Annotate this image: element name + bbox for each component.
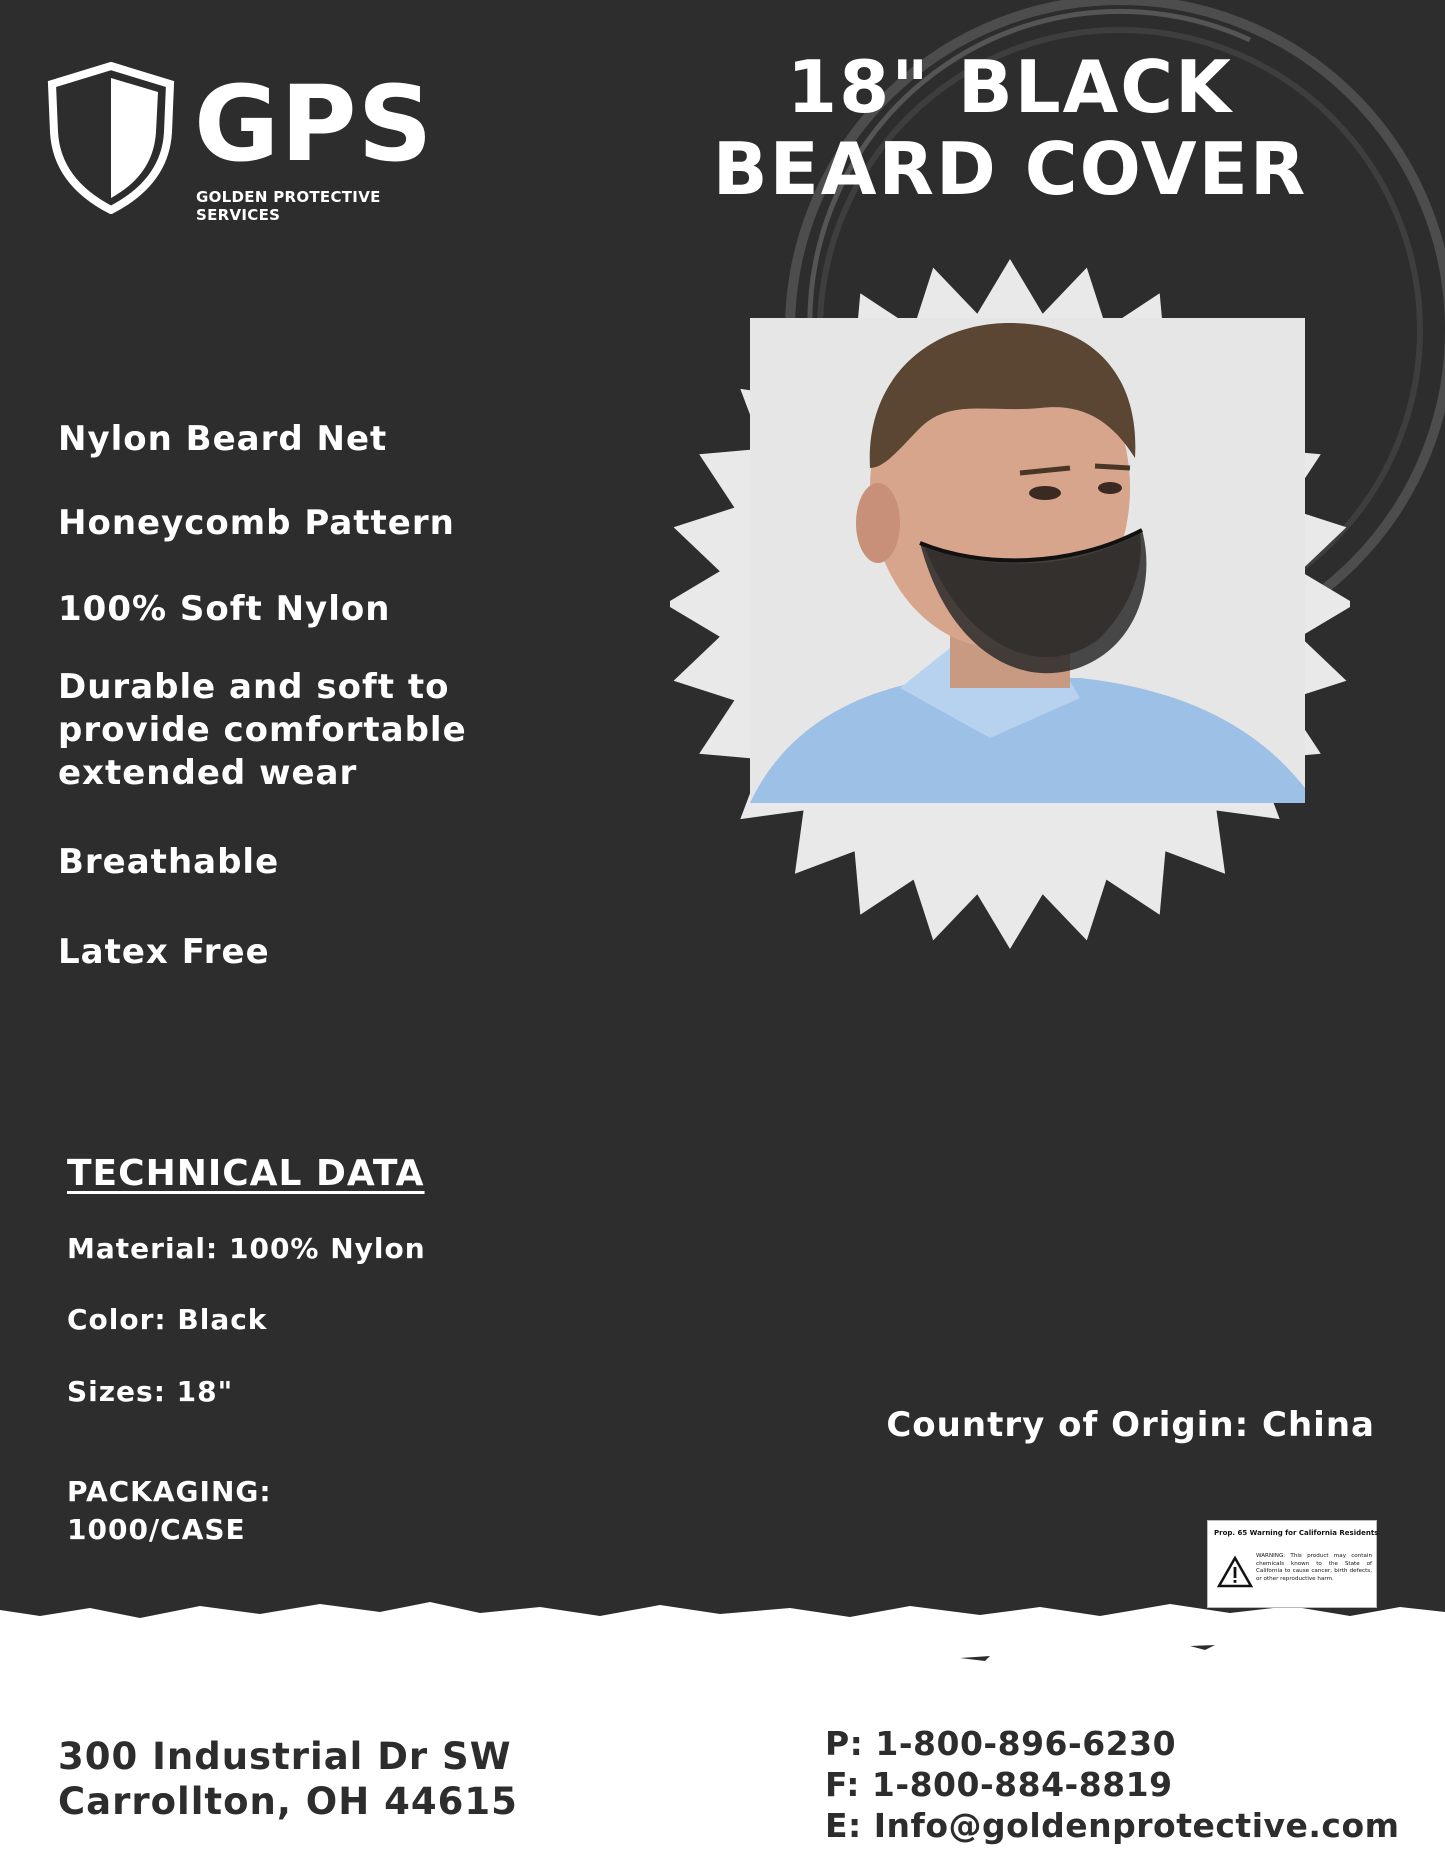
address-line-1: 300 Industrial Dr SW (58, 1735, 512, 1778)
feature-item: Breathable (58, 842, 280, 882)
torn-paper-edge (0, 1598, 1445, 1688)
tech-sizes: Sizes: 18" (67, 1375, 234, 1408)
feature-item: Latex Free (58, 932, 270, 972)
feature-item: Durable and soft to provide comfortable extended wear (58, 667, 467, 793)
fax-number: F: 1-800-884-8819 (825, 1765, 1173, 1804)
shield-icon (46, 62, 176, 214)
prop65-warning-label (1207, 1520, 1377, 1608)
feature-item: Honeycomb Pattern (58, 503, 455, 543)
technical-data-heading: TECHNICAL DATA (67, 1153, 425, 1194)
prop65-body: WARNING: This product may contain chemicals known to the State of California to cause cancer, birth defects, or other reproductive harm. (1256, 1553, 1372, 1582)
brand-name: GPS (194, 63, 434, 185)
address-line-2: Carrollton, OH 44615 (58, 1780, 518, 1823)
brand-tagline: GOLDEN PROTECTIVE SERVICES (196, 188, 381, 224)
packaging-info (67, 1473, 272, 1549)
tech-material: Material: 100% Nylon (67, 1232, 426, 1265)
tech-color: Color: Black (67, 1303, 268, 1336)
email-address[interactable]: E: Info@goldenprotective.com (825, 1806, 1400, 1845)
packaging-label: PACKAGING: (67, 1475, 272, 1508)
warning-triangle-icon (1216, 1555, 1254, 1589)
packaging-value: 1000/CASE (67, 1513, 246, 1546)
title-line-2: BEARD COVER (712, 127, 1308, 211)
product-title (700, 46, 1320, 210)
title-line-1: 18" BLACK (787, 45, 1233, 129)
feature-item: Nylon Beard Net (58, 419, 388, 459)
country-of-origin: Country of Origin: China (886, 1405, 1375, 1445)
feature-item: 100% Soft Nylon (58, 589, 391, 629)
gps-logo (46, 62, 466, 222)
contact-info (825, 1723, 1400, 1846)
product-photo-man-wearing-beard-net (750, 318, 1305, 803)
prop65-title: Prop. 65 Warning for California Residents (1214, 1529, 1379, 1537)
phone-number: P: 1-800-896-6230 (825, 1724, 1177, 1763)
mailing-address (58, 1734, 518, 1824)
